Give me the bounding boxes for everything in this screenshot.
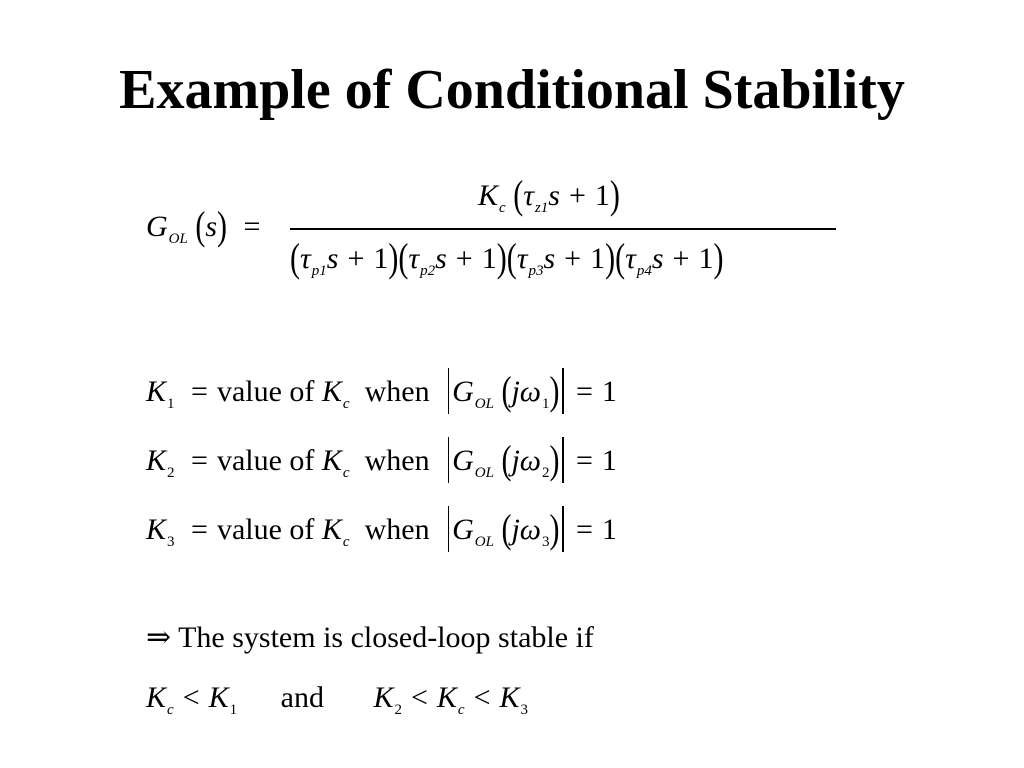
g-subscript: OL [168, 231, 188, 247]
slide-title: Example of Conditional Stability [119, 59, 905, 121]
gain-subscript: c [499, 200, 506, 216]
s-variable: s [548, 179, 560, 212]
lhs-arg: s [205, 210, 218, 243]
paren-open: ( [195, 204, 206, 249]
abs-bar-right [562, 437, 564, 483]
implies-arrow: ⇒ [146, 621, 172, 654]
pole-factor: $(\tau_{p3}s + 1)$ [506, 236, 616, 281]
g-symbol: G [146, 210, 168, 243]
abs-bar-right [562, 506, 564, 552]
and-word: and [280, 681, 324, 714]
abs-bar-right [562, 368, 564, 414]
plus-sign: + [568, 179, 586, 212]
transfer-function-lhs [146, 204, 269, 249]
equals-sign: = [243, 210, 261, 243]
transfer-function-numerator [478, 173, 620, 218]
paren-close: ) [609, 173, 620, 218]
pole-factor: $(\tau_{p1}s + 1)$ [290, 236, 399, 281]
definition-k3: $K_3$ = value of $K_c$ when $G_{OL}$ $(j\omega_3) = 1$ [146, 507, 617, 552]
pole-factor: $(\tau_{p4}s + 1)$ [615, 236, 724, 281]
condition-2: $K_2 < K_c < K_3$ [373, 681, 529, 718]
fraction-bar [290, 228, 836, 230]
paren-open: ( [513, 173, 524, 218]
definition-k1: $K_1$ = value of $K_c$ when $G_{OL}$ $(j\omega_1) = 1$ [146, 369, 617, 414]
one: 1 [594, 179, 610, 212]
condition-1: $K_c < K_1$ [146, 681, 238, 718]
tau-subscript: z1 [534, 200, 549, 216]
definition-k2: $K_2$ = value of $K_c$ when $G_{OL}$ $(j\omega_2) = 1$ [146, 438, 617, 483]
transfer-function-denominator [290, 236, 724, 281]
conclusion-text: The system is closed-loop stable if [178, 621, 594, 654]
gain-symbol: K [478, 179, 499, 212]
pole-factor: $(\tau_{p2}s + 1)$ [398, 236, 507, 281]
abs-bar-left [448, 437, 450, 483]
tau-symbol: τ [523, 179, 534, 212]
abs-bar-left [448, 368, 450, 414]
paren-close: ) [217, 204, 228, 249]
stability-conditions [146, 681, 529, 718]
conclusion-statement [146, 623, 594, 653]
abs-bar-left [448, 506, 450, 552]
